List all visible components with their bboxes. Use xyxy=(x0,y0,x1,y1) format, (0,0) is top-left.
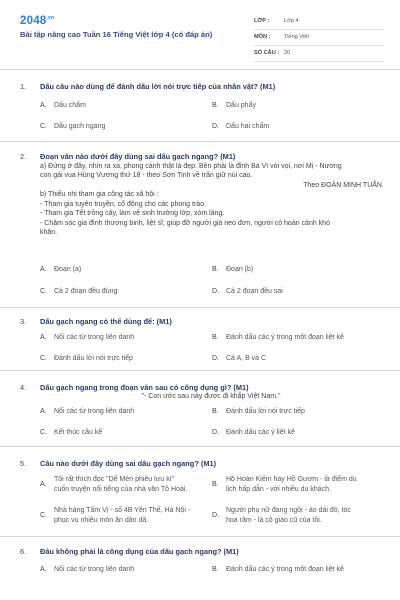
option-letter: A. xyxy=(40,481,47,489)
option-text xyxy=(226,475,357,495)
option-a[interactable] xyxy=(40,265,81,274)
meta-row-class xyxy=(254,14,384,30)
option-a[interactable] xyxy=(40,407,134,416)
option-letter: A. xyxy=(40,566,47,573)
question-number: 4. xyxy=(20,383,27,392)
option-line: hoa râm - là cô giáo cũ của tôi. xyxy=(226,517,322,525)
option-text: Đánh dấu các ý trong một đoạn liệt kê xyxy=(226,334,344,341)
option-text: Kết thúc câu kể xyxy=(54,429,103,436)
passage-line: khăn. xyxy=(40,229,58,237)
question-text: Dấu gạch ngang có thể dùng để: (M1) xyxy=(40,317,172,326)
option-d[interactable] xyxy=(212,506,351,526)
option-letter: C. xyxy=(40,123,47,130)
option-text xyxy=(226,506,351,526)
option-text: Dấu chấm xyxy=(54,102,86,109)
option-d[interactable] xyxy=(212,287,283,296)
question-number: 2. xyxy=(20,152,27,161)
passage-line: - Tham gia tuyên truyền, cổ động cho các phong trào. xyxy=(40,200,207,208)
meta-row-count xyxy=(254,46,384,62)
passage-line: - Tham gia Tết trồng cây, làm vệ sinh trường lớp, xóm làng. xyxy=(40,210,225,218)
question-text: Câu nào dưới đây dùng sai dấu gạch ngang? (M1) xyxy=(40,459,217,468)
option-c[interactable] xyxy=(40,506,190,526)
meta-label: SỐ CÂU : xyxy=(254,49,280,56)
passage-source: Theo ĐOÀN MINH TUẤN xyxy=(303,181,382,189)
option-letter: A. xyxy=(40,102,47,109)
option-letter: C. xyxy=(40,429,47,436)
option-letter: C. xyxy=(40,355,47,362)
option-letter: A. xyxy=(40,334,47,341)
passage-line: - Chăm sóc gia đình thương binh, liệt sĩ; giúp đỡ người già neo đơn, người có hoàn cảnh khó xyxy=(40,219,330,227)
option-letter: D. xyxy=(212,429,219,436)
option-text xyxy=(54,475,187,495)
option-text: Cả A, B và C xyxy=(226,355,267,362)
option-text: Dấu gạch ngang xyxy=(54,123,106,130)
option-text: Đoạn (a) xyxy=(54,266,82,273)
option-letter: C. xyxy=(40,288,47,295)
meta-value: Tiếng Việt xyxy=(284,33,309,40)
option-b[interactable] xyxy=(212,265,253,274)
option-b[interactable] xyxy=(212,565,344,574)
option-letter: B. xyxy=(212,102,219,109)
question-text: Đâu không phải là công dụng của dấu gạch ngang? (M1) xyxy=(40,547,239,556)
question-number: 5. xyxy=(20,459,27,468)
option-text: Cả 2 đoạn đều đúng xyxy=(54,288,118,295)
option-text: Nối các từ trong liên danh xyxy=(54,566,135,573)
site-logo[interactable] xyxy=(20,14,54,30)
option-line: Tôi rất thích đọc "Dế Mèn phiêu lưu kí" xyxy=(54,476,175,483)
option-text: Đánh dấu lời nói trực tiếp xyxy=(226,408,305,415)
passage-line: con gái vua Hùng Vương thứ 18 - theo Sơn Tinh về trấn giữ núi cao. xyxy=(40,172,253,180)
question-2 xyxy=(0,142,400,308)
question-5 xyxy=(0,447,400,537)
option-a[interactable] xyxy=(40,565,134,574)
option-letter: D. xyxy=(212,123,219,130)
option-line: lịch hấp dẫn - với nhiều du khách. xyxy=(226,486,331,494)
passage-line: b) Thiếu nhi tham gia công tác xã hội : xyxy=(40,191,159,199)
question-passage xyxy=(40,162,382,238)
option-d[interactable] xyxy=(212,428,295,437)
option-c[interactable] xyxy=(40,354,133,363)
meta-label: LỚP : xyxy=(254,17,270,24)
option-a[interactable] xyxy=(40,333,134,342)
option-c[interactable] xyxy=(40,122,105,131)
option-letter: A. xyxy=(40,266,47,273)
option-text: Nối các từ trong liên danh xyxy=(54,408,135,415)
option-d[interactable] xyxy=(212,354,266,363)
option-text: Đánh dấu các ý trong một đoạn liệt kê xyxy=(226,566,344,573)
option-letter: D. xyxy=(212,288,219,295)
option-a[interactable] xyxy=(40,475,187,495)
option-text xyxy=(54,506,190,526)
option-a[interactable] xyxy=(40,101,86,110)
option-text: Đánh dấu lời nói trực tiếp xyxy=(54,355,133,362)
option-letter: B. xyxy=(212,334,219,341)
option-text: Cả 2 đoạn đều sai xyxy=(226,288,283,295)
option-letter: B. xyxy=(212,566,219,573)
question-text: Đoạn văn nào dưới đây dùng sai dấu gạch ngang? (M1) xyxy=(40,152,236,161)
meta-row-subject xyxy=(254,30,384,46)
option-text: Dấu hai chấm xyxy=(226,123,270,130)
meta-table xyxy=(254,14,384,62)
option-line: phục vụ nhiều món ăn dân dã. xyxy=(54,517,149,525)
option-letter: D. xyxy=(212,355,219,362)
option-line: Hồ Hoàn Kiếm hay Hồ Gươm - là điểm du xyxy=(226,476,357,483)
option-letter: D. xyxy=(212,512,219,520)
question-3 xyxy=(0,308,400,371)
question-6 xyxy=(0,537,400,600)
question-number: 1. xyxy=(20,82,27,91)
question-4 xyxy=(0,371,400,447)
page-header xyxy=(0,0,400,70)
logo-suffix: .vn xyxy=(46,15,55,22)
option-letter: B. xyxy=(212,481,219,489)
question-number: 3. xyxy=(20,317,27,326)
question-passage xyxy=(40,392,382,401)
option-text: Đoạn (b) xyxy=(226,266,254,273)
option-line: Nhà hàng Tấm Vị - số 4B Yên Thế, Hà Nội - xyxy=(54,507,191,514)
question-1 xyxy=(0,70,400,142)
option-letter: C. xyxy=(40,512,47,520)
passage-line: a) Đứng ở đây, nhìn ra xa, phong cảnh thật là đẹp. Bên phải là đỉnh Ba Vì vòi vọi, nơi Mị - Nương xyxy=(40,163,342,170)
question-number: 6. xyxy=(20,547,27,556)
option-line: cuốn truyện nổi tiếng của nhà văn Tô Hoài. xyxy=(54,486,188,494)
option-text: Nối các từ trong liên danh xyxy=(54,334,135,341)
option-line: Người phụ nữ đang ngồi - áo dài đỏ, tóc xyxy=(226,507,351,514)
option-c[interactable] xyxy=(40,428,102,437)
option-letter: B. xyxy=(212,266,219,273)
meta-value: Lớp 4 xyxy=(284,17,299,24)
option-b[interactable] xyxy=(212,407,305,416)
meta-label: MÔN : xyxy=(254,33,271,40)
option-d[interactable] xyxy=(212,122,269,131)
meta-value: 20 xyxy=(284,49,291,56)
option-c[interactable] xyxy=(40,287,117,296)
document-title: Bài tập nâng cao Tuần 16 Tiếng Việt lớp 4 (có đáp án) xyxy=(20,30,213,39)
passage-line: "- Con ước sau này được đi khắp Việt Nam." xyxy=(141,393,281,400)
option-text: Dấu phẩy xyxy=(226,102,256,109)
option-text: Đánh dấu các ý liệt kê xyxy=(226,429,295,436)
option-b[interactable] xyxy=(212,475,357,495)
logo-text: 2048 xyxy=(20,15,47,27)
question-text: Dấu câu nào dùng để đánh dấu lời nói trực tiếp của nhân vật? (M1) xyxy=(40,82,276,91)
question-text: Dấu gạch ngang trong đoạn văn sau có công dụng gì? (M1) xyxy=(40,383,249,392)
option-letter: B. xyxy=(212,408,219,415)
option-b[interactable] xyxy=(212,101,256,110)
option-b[interactable] xyxy=(212,333,344,342)
option-letter: A. xyxy=(40,408,47,415)
